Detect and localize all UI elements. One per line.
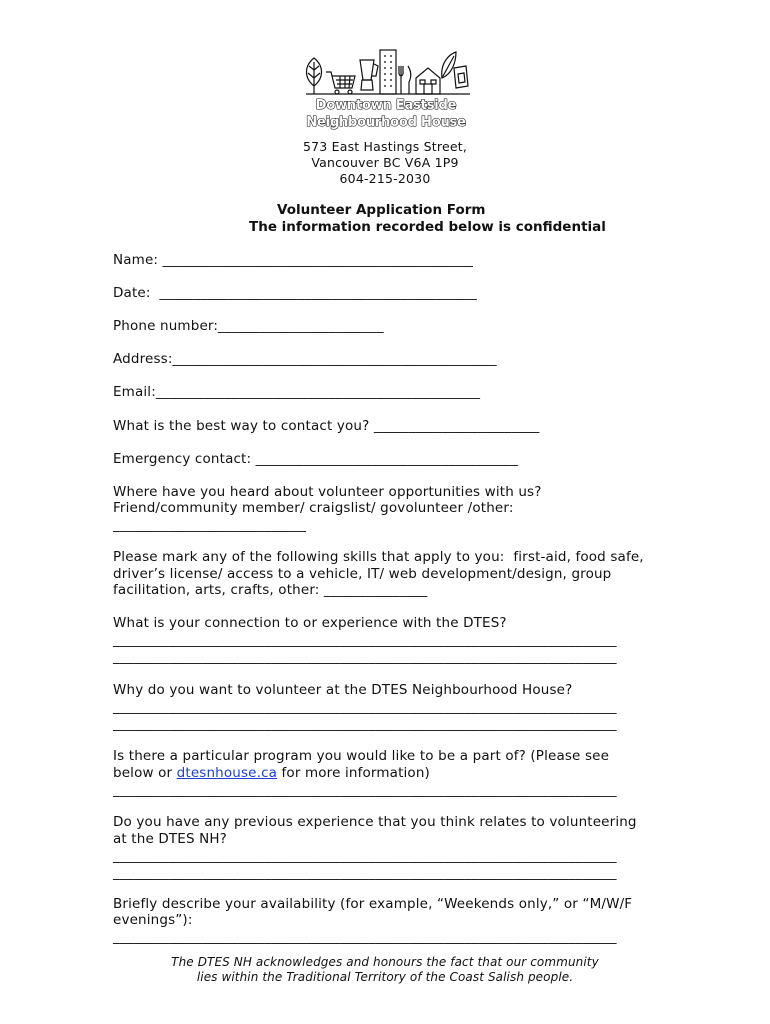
why-question: Why do you want to volunteer at the DTES Neighbourhood House? (113, 682, 573, 698)
logo-title-line2: Neighbourhood House (306, 115, 466, 130)
connection-answer-line1[interactable]: _________________________________________________________________________ (113, 632, 617, 648)
skills-line1: Please mark any of the following skills that apply to you: first-aid, food safe, (113, 549, 644, 565)
connection-question: What is your connection to or experience with the DTES? (113, 615, 507, 631)
form-title: Volunteer Application Form (277, 202, 486, 218)
logo-title-line1: Downtown Eastside (315, 98, 457, 113)
contact-method-field[interactable]: What is the best way to contact you? ________________________ (113, 418, 540, 434)
heard-other-blank[interactable]: ____________________________ (113, 517, 307, 533)
experience-question-line2: at the DTES NH? (113, 831, 228, 847)
availability-question-line2: evenings”): (113, 912, 193, 928)
program-answer-line1[interactable]: _________________________________________________________________________ (113, 782, 617, 798)
connection-answer-line2[interactable]: _________________________________________________________________________ (113, 649, 617, 665)
skills-other-field[interactable]: facilitation, arts, crafts, other: _______________ (113, 582, 428, 598)
program-question-line2 (113, 765, 430, 781)
heard-options: Friend/community member/ craigslist/ govolunteer /other: (113, 500, 514, 516)
program-prefix: below or (113, 765, 177, 781)
phone-field[interactable]: Phone number:________________________ (113, 318, 384, 334)
why-answer-line1[interactable]: _________________________________________________________________________ (113, 699, 617, 715)
address-street: 573 East Hastings Street, (302, 139, 468, 154)
why-answer-line2[interactable]: _________________________________________________________________________ (113, 716, 617, 732)
experience-answer-line1[interactable]: _________________________________________________________________________ (113, 848, 617, 864)
skills-line2: driver’s license/ access to a vehicle, IT/ web development/design, group (113, 566, 612, 582)
availability-question-line1: Briefly describe your availability (for example, “Weekends only,” or “M/W/F (113, 896, 633, 912)
dtesnhouse-link[interactable]: dtesnhouse.ca (176, 765, 278, 781)
availability-answer-line1[interactable]: _________________________________________________________________________ (113, 929, 617, 945)
name-field[interactable]: Name: _____________________________________________ (113, 252, 474, 268)
address-city: Vancouver BC V6A 1P9 (311, 155, 459, 170)
email-field[interactable]: Email:_______________________________________________ (113, 384, 481, 400)
address-field[interactable]: Address:_______________________________________________ (113, 351, 497, 367)
program-question-line1: Is there a particular program you would like to be a part of? (Please see (113, 748, 610, 764)
experience-question-line1: Do you have any previous experience that you think relates to volunteering (113, 814, 637, 830)
program-suffix: for more information) (277, 765, 430, 781)
heard-question: Where have you heard about volunteer opportunities with us? (113, 484, 542, 500)
land-acknowledgement-line1: The DTES NH acknowledges and honours the fact that our community (171, 955, 599, 969)
date-field[interactable]: Date: ______________________________________________ (113, 285, 477, 301)
experience-answer-line2[interactable]: _________________________________________________________________________ (113, 865, 617, 881)
land-acknowledgement-line2: lies within the Traditional Territory of the Coast Salish people. (196, 970, 574, 984)
form-subtitle: The information recorded below is confidential (249, 219, 606, 235)
emergency-contact-field[interactable]: Emergency contact: ______________________________________ (113, 451, 518, 467)
address-phone: 604-215-2030 (339, 171, 431, 186)
